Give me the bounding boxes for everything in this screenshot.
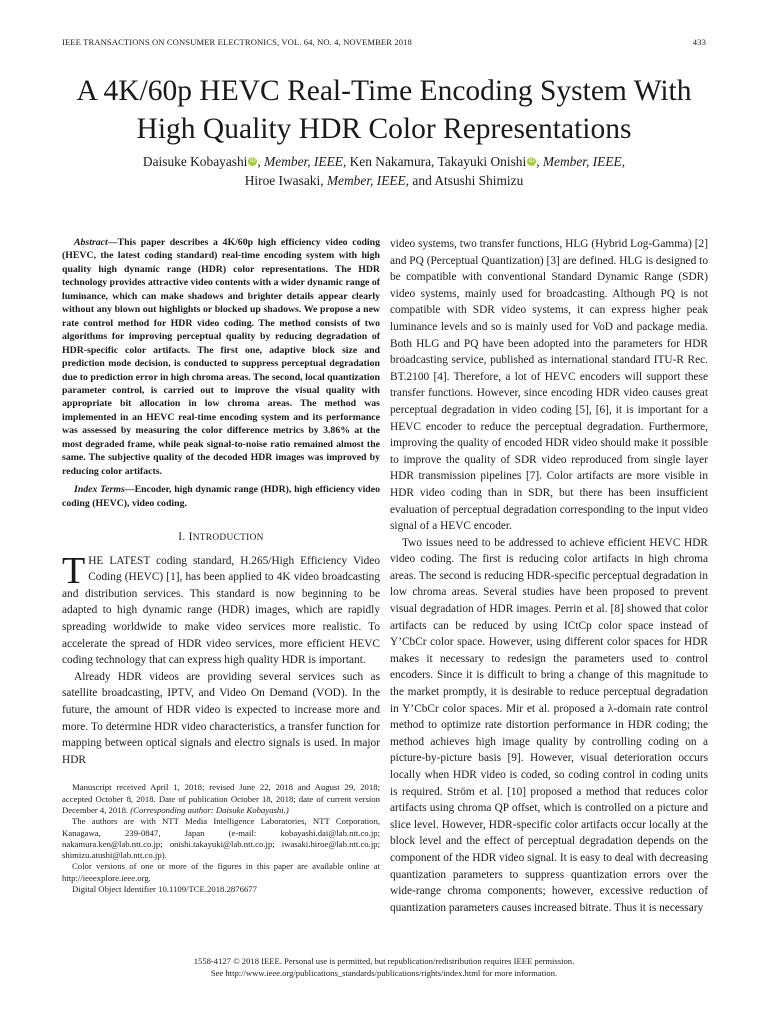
title-line-2: High Quality HDR Color Representations (136, 113, 632, 145)
right-paragraph-2: Two issues need to be addressed to achieve efficient HEVC HDR video coding. The first is reducing color artifacts in high chroma areas. The second is reducing HDR-specific perceptual degradation in low chroma areas. Several studies have been proposed to prevent visual degradation of HDR images. Perrin et al. [8] showed that color artifacts can be reduced by using ICtCp color space instead of Y’CbCr color space. However, using different color spaces for HDR makes it necessary to redesign the parameters used to control encoders. Since it is difficult to bring a change of this magnitude to the market promptly, it is desirable to reduce perceptual degradation in Y’CbCr color spaces. Mir et al. proposed a λ-domain rate control method to optimize rate distortion performance in HDR coding; the method achieves high image quality by controlling coding on a picture-by-picture basis [9]. However, visual deterioration occurs locally when HDR video is coded, so coding control in coding units is required. Ström et al. [10] proposed a method that reduces color artifacts using chroma QP offset, which is controlled on a picture and slice level. However, HDR-specific color artifacts occur locally at the block level and the effect of perceptual degradation depends on the component of the HDR video signal. It is easy to deal with decreasing quantization parameters to suppress quantization errors over the wide-range chroma components; however, excessive reduction of quantization parameters causes increased bitrate. Thus it is necessary (390, 536, 708, 914)
footnotes (62, 782, 380, 895)
title-line-1: A 4K/60p HEVC Real-Time Encoding System With (76, 75, 692, 107)
copyright-line: 1558-4127 © 2018 IEEE. Personal use is permitted, but republication/redistribution requires IEEE permission. (193, 956, 575, 966)
right-column (390, 236, 708, 916)
left-column (62, 236, 380, 895)
intro-text: coding standard, H.265/High Efficiency Video Coding (HEVC) [1], has been applied to 4K video broadcasting and distribution services. This standard is now beginning to be adapted to high dynamic range (HDR) images, which are rapidly spreading worldwide to make video services more realistic. To accelerate the spread of HDR video services, more efficient HEVC coding technology that can express high quality HDR is important. (62, 554, 380, 667)
page-number: 433 (692, 37, 706, 47)
author-shimizu: , and Atsushi Shimizu (405, 173, 524, 188)
index-terms-text: —Encoder, high dynamic range (HDR), high efficiency video coding (HEVC), video coding. (62, 484, 380, 509)
footnote-doi: Digital Object Identifier 10.1109/TCE.2018.2876677 (72, 884, 257, 895)
footnote-color-versions: Color versions of one or more of the figures in this paper are available online at http://ieeexplore.ieee.org. (62, 861, 380, 883)
intro-paragraph-1 (62, 549, 380, 669)
paper-title (40, 72, 728, 148)
orcid-icon[interactable]: iD (528, 157, 535, 164)
author-iwasaki: Hiroe Iwasaki, (244, 173, 327, 188)
intro-caps: HE LATEST (88, 554, 151, 567)
running-head (62, 37, 706, 47)
author-nakamura-onishi: , Ken Nakamura, Takayuki Onishi (342, 154, 527, 169)
author-kobayashi: Daisuke Kobayashi (142, 154, 248, 169)
index-terms (62, 483, 380, 510)
drop-cap: T (62, 549, 86, 592)
author-role: Member, IEEE (326, 173, 406, 188)
journal-name: IEEE TRANSACTIONS ON CONSUMER ELECTRONICS, VOL. 64, NO. 4, NOVEMBER 2018 (62, 37, 412, 47)
orcid-icon[interactable]: iD (250, 157, 256, 164)
footnote-affiliation: The authors are with NTT Media Intelligence Laboratories, NTT Corporation, Kanagawa, 239-0847, Japan (e-mail: kobayashi.dai@lab.ntt.co.jp; nakamura.ken@lab.ntt.co.jp; onishi.takayuki@lab.ntt.co.jp; iwasaki.hiroe@lab.ntt.co.jp; shimizu.atushi@lab.ntt.co.jp). (62, 816, 380, 861)
rights-url-line[interactable]: See http://www.ieee.org/publications_standards/publications/rights/index.html for more information. (210, 968, 558, 978)
abstract-text: —This paper describes a 4K/60p high efficiency video coding (HEVC, the latest coding standard) real-time encoding system with high quality high dynamic range (HDR) color representations. The HDR technology provides attractive video contents with a wider dynamic range of luminance, which can make shadows and brighter details appear clearly without any blown out highlights or blocked up shadows. We propose a new rate control method for HDR video coding. The method consists of two algorithms for improving perceptual quality by reducing degradation of HDR-specific color artifacts. The first one, adaptive block size and prediction mode decision, is conducted to suppress perceptual degradation due to prediction error in high chroma areas. The second, local quantization parameter control, is carried out to improve the visual quality with appropriate bit allocation in low chroma areas. The method was implemented in an HEVC real-time encoding system and its performance was assessed by measuring the color difference metrics by 3.86% at the most degraded frame, while peak signal-to-noise ratio remained almost the same. The subjective quality of the decoded HDR images was improved by reducing color artifacts. (62, 237, 381, 477)
intro-paragraph-2: Already HDR videos are providing several services such as satellite broadcasting, IPTV, and Video On Demand (VOD). In the future, the amount of HDR video is expected to increase more and more. To determine HDR video characteristics, a transfer function for mapping between optical signals and electro signals is used. In major HDR (62, 670, 380, 766)
right-paragraph-1: video systems, two transfer functions, HLG (Hybrid Log-Gamma) [2] and PQ (Perceptual Quantization) [3] are defined. HLG is designed to be compatible with conventional Standard Dynamic Range (SDR) video systems, mainly used for broadcasting. Although PQ is not compatible with SDR video systems, it can express higher peak luminance levels and so is mainly used for VoD and package media. Both HLG and PQ have been adopted into the parameters for HDR broadcasting service, published as international standard ITU-R Rec. BT.2100 [4]. Therefore, a lot of HEVC encoders will support these transfer functions. However, since encoding HDR video causes great perceptual degradation in video coding [5], [6], it is important for a HEVC encoder to reduce the perceptual degradation. Furthermore, improving the quality of encoded HDR video should make it possible to improve the quality of SDR video reproduced from single layer HDR transmission pipelines [7]. Color artifacts are more visible in HDR video coding than in SDR, but there has been insufficient evaluation of perceptual degradation corresponding to the input video signal of a HEVC encoder. (390, 238, 708, 533)
author-role: , Member, IEEE (257, 154, 343, 169)
index-terms-label: Index Terms (74, 484, 125, 496)
section-heading: I. INTRODUCTION (178, 531, 264, 544)
author-list (40, 152, 728, 190)
corresponding-author: (Corresponding author: Daisuke Kobayashi.) (130, 804, 289, 815)
copyright-footer (60, 955, 708, 979)
footnote-received: Manuscript received April 1, 2018; revised June 22, 2018 and August 29, 2018; accepted October 8, 2018. Date of publication October 18, 2018; date of current version December 4, 2018. (Corresponding author: Daisuke Kobayashi.) (62, 782, 380, 815)
abstract-label: Abstract (74, 237, 108, 248)
author-role: , Member, IEEE, (536, 154, 626, 169)
abstract (62, 236, 380, 478)
